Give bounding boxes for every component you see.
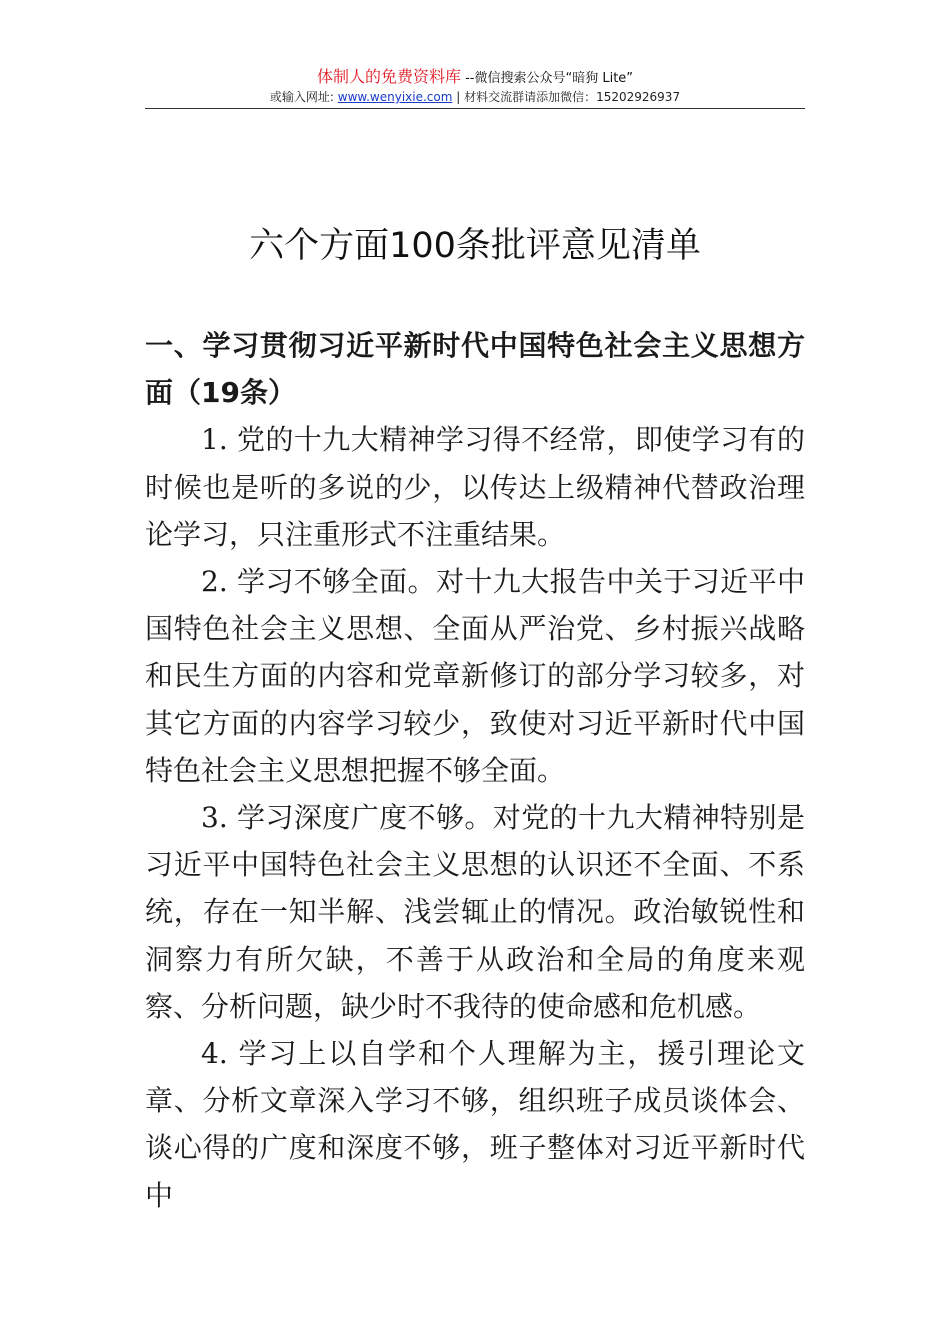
section-heading: 一、学习贯彻习近平新时代中国特色社会主义思想方面（19条） [145,329,805,410]
paragraph-3: 3. 学习深度广度不够。对党的十九大精神特别是习近平中国特色社会主义思想的认识还不全面、不系统，存在一知半解、浅尝辄止的情况。政治敏锐性和洞察力有所欠缺，不善于从政治和全局的角度来观察、分析问题，缺少时不我待的使命感和危机感。 [145,801,805,1023]
header-divider [145,108,805,109]
header-url-prefix: 或输入网址: [269,90,338,104]
header-tagline: --微信搜索公众号“暗狗 Lite” [460,71,634,86]
paragraph-1: 1. 党的十九大精神学习得不经常，即使学习有的时候也是听的多说的少，以传达上级精神代替政治理论学习，只注重形式不注重结果。 [145,423,805,551]
header-website-link[interactable]: www.wenyixie.com [337,90,453,104]
header-brand: 体制人的免费资料库 [316,67,461,86]
paragraph-2: 2. 学习不够全面。对十九大报告中关于习近平中国特色社会主义思想、全面从严治党、乡村振兴战略和民生方面的内容和党章新修订的部分学习较多，对其它方面的内容学习较少，致使对习近平新时代中国特色社会主义思想把握不够全面。 [145,565,805,787]
paragraph-4: 4. 学习上以自学和个人理解为主，援引理论文章、分析文章深入学习不够，组织班子成员谈体会、谈心得的广度和深度不够，班子整体对习近平新时代中 [145,1037,805,1212]
header-banner [145,68,805,88]
document-title: 六个方面100条批评意见清单 [249,226,701,266]
document-body [145,322,805,1219]
header-contact-line [145,89,805,106]
header-contact: | 材料交流群请添加微信：15202926937 [452,90,681,104]
